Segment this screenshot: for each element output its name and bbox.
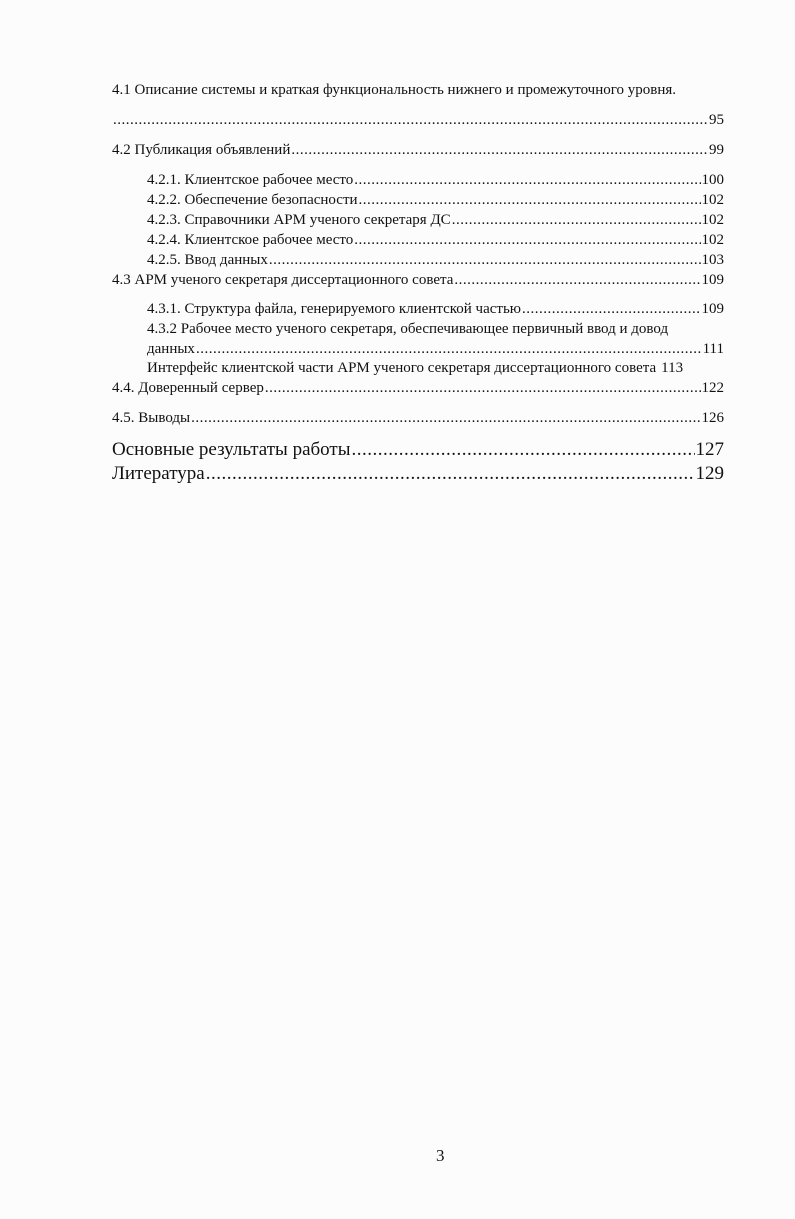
toc-leader-dots	[206, 464, 695, 483]
toc-page-number: 99	[709, 142, 724, 158]
toc-entry-title: 4.2.5. Ввод данных	[147, 252, 268, 268]
toc-entry-literature[interactable]	[112, 464, 724, 483]
toc-entry-4-2-3[interactable]	[147, 213, 724, 228]
toc-leader-dots	[113, 113, 708, 128]
toc-page-number: 102	[701, 212, 724, 228]
toc-entry-title: 4.3.1. Структура файла, генерируемого клиентской частью	[147, 301, 522, 317]
page-number: 3	[436, 1146, 445, 1165]
toc-page-number: 103	[701, 252, 724, 268]
toc-page-number: 109	[701, 301, 724, 317]
toc-entry-4-2-2[interactable]	[147, 193, 724, 208]
toc-leader-dots	[452, 213, 701, 228]
toc-entry-4-1[interactable]	[112, 113, 724, 128]
toc-entry-title: 4.2 Публикация объявлений	[112, 142, 291, 158]
toc-leader-dots	[269, 253, 701, 268]
toc-entry-title: Литература	[112, 463, 205, 484]
toc-leader-dots	[191, 411, 700, 426]
toc-leader-dots	[354, 233, 700, 248]
toc-leader-dots	[522, 302, 700, 317]
toc-page-number: 127	[695, 439, 724, 460]
toc-entry-title: 4.2.3. Справочники АРМ ученого секретаря ДС	[147, 212, 451, 228]
toc-leader-dots	[265, 381, 701, 396]
toc-page-number: 126	[701, 410, 724, 426]
toc-leader-dots	[351, 440, 694, 459]
toc-entry-4-5[interactable]	[112, 411, 724, 426]
toc-page-number: 129	[695, 463, 724, 484]
toc-page-number: 102	[701, 232, 724, 248]
toc-leader-dots	[196, 342, 702, 357]
toc-entry-4-3-1[interactable]	[147, 302, 724, 317]
toc-entry-4-2-4[interactable]	[147, 233, 724, 248]
toc-page-number: 95	[709, 112, 724, 128]
toc-entry-4-2-1[interactable]	[147, 173, 724, 188]
toc-entry-title: Интерфейс клиентской части АРМ ученого секретаря диссертационного совета	[147, 360, 657, 376]
toc-leader-dots	[454, 273, 700, 288]
toc-entry-4-4[interactable]	[112, 381, 724, 396]
toc-entry-title: Основные результаты работы	[112, 439, 351, 460]
toc-entry-4-3-2[interactable]	[147, 342, 724, 357]
toc-entry-title: 4.3 АРМ ученого секретаря диссертационного совета	[112, 272, 454, 288]
toc-entry-main-results[interactable]	[112, 440, 724, 459]
toc-entry-4-3[interactable]	[112, 273, 724, 288]
toc-entry-4-1-title: 4.1 Описание системы и краткая функциональность нижнего и промежуточного уровня.	[112, 82, 677, 98]
toc-page-number: 113	[661, 360, 684, 376]
toc-entry-title: данных	[147, 341, 195, 357]
toc-entry-title: 4.2.1. Клиентское рабочее место	[147, 172, 354, 188]
toc-entry-title: 4.2.2. Обеспечение безопасности	[147, 192, 358, 208]
toc-page-number: 111	[702, 341, 724, 357]
toc-page-number: 122	[701, 380, 724, 396]
toc-entry-title: 4.2.4. Клиентское рабочее место	[147, 232, 354, 248]
toc-entry-interface[interactable]	[147, 361, 724, 376]
toc-leader-dots	[291, 143, 708, 158]
toc-entry-4-2-5[interactable]	[147, 253, 724, 268]
toc-entry-title: 4.5. Выводы	[112, 410, 191, 426]
toc-page-number: 109	[701, 272, 724, 288]
toc-page-number: 102	[701, 192, 724, 208]
toc-entry-4-2[interactable]	[112, 143, 724, 158]
toc-entry-4-3-2-title: 4.3.2 Рабочее место ученого секретаря, обеспечивающее первичный ввод и довод	[147, 321, 669, 337]
toc-entry-title: 4.4. Доверенный сервер	[112, 380, 264, 396]
toc-leader-dots	[354, 173, 700, 188]
toc-page-number: 100	[701, 172, 724, 188]
toc-leader-dots	[359, 193, 701, 208]
